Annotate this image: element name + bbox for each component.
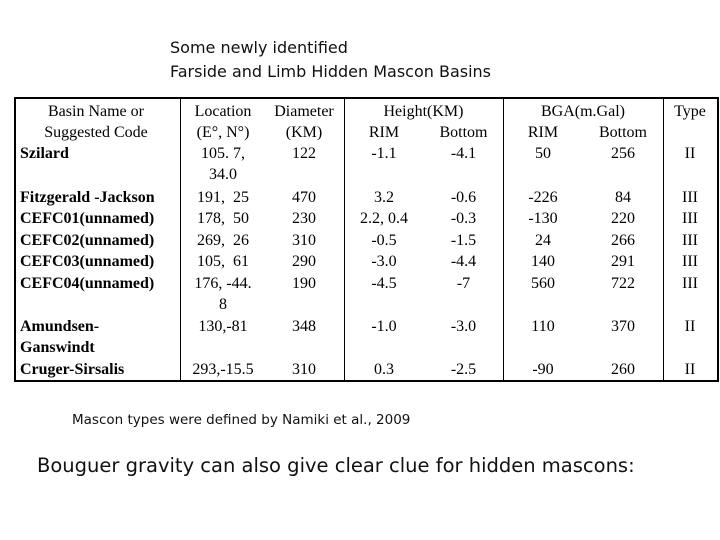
row-height-rim: -4.5	[371, 275, 397, 292]
row-name: Fitzgerald -Jackson	[20, 189, 155, 206]
row-type: II	[684, 318, 696, 335]
row-diameter: 230	[292, 210, 316, 227]
row-location: 105, 61	[197, 253, 249, 270]
row-name: Amundsen- Ganswindt	[20, 318, 100, 356]
row-height-rim: -1.0	[371, 318, 397, 335]
row-name: Cruger-Sirsalis	[20, 361, 125, 378]
row-location: 191, 25	[197, 189, 249, 206]
row-height-rim: -0.5	[371, 232, 397, 249]
row-bga-bottom: 260	[611, 361, 635, 378]
header-location: Location (E°, N°)	[194, 103, 252, 141]
header-bga-bottom: Bottom	[598, 124, 647, 141]
row-name: Szilard	[20, 145, 69, 162]
row-bga-bottom: 256	[611, 145, 635, 162]
header-bga-rim: RIM	[527, 124, 559, 141]
row-height-bottom: -0.3	[450, 210, 477, 227]
row-location: 293,-15.5	[192, 361, 254, 378]
row-bga-bottom: 266	[611, 232, 635, 249]
row-location: 178, 50	[197, 210, 249, 227]
row-bga-rim: 50	[535, 145, 551, 162]
row-height-bottom: -1.5	[450, 232, 477, 249]
slide-title	[170, 36, 491, 84]
title-line-2: Farside and Limb Hidden Mascon Basins	[170, 62, 492, 81]
row-diameter: 310	[292, 361, 316, 378]
row-type: III	[682, 189, 698, 206]
bottom-note: Bouguer gravity can also give clear clue for hidden mascons:	[37, 454, 635, 477]
row-name: CEFC03(unnamed)	[20, 253, 155, 270]
footnote: Mascon types were defined by Namiki et al., 2009	[72, 412, 411, 428]
row-bga-bottom: 84	[615, 189, 631, 206]
row-type: III	[682, 232, 698, 249]
header-diameter: Diameter (KM)	[274, 103, 334, 141]
row-type: III	[682, 275, 698, 292]
row-bga-rim: 140	[531, 253, 555, 270]
title-line-1: Some newly identified	[170, 38, 348, 57]
row-diameter: 190	[292, 275, 316, 292]
column-divider	[180, 97, 181, 382]
header-height: Height(KM)	[383, 103, 464, 120]
header-height-rim: RIM	[368, 124, 400, 141]
row-bga-rim: -90	[532, 361, 554, 378]
row-height-bottom: -7	[456, 275, 471, 292]
row-height-rim: 2.2, 0.4	[360, 210, 408, 227]
row-name: CEFC01(unnamed)	[20, 210, 155, 227]
header-name: Basin Name or Suggested Code	[44, 103, 148, 141]
row-bga-rim: 24	[535, 232, 551, 249]
row-bga-bottom: 291	[611, 253, 635, 270]
row-bga-bottom: 370	[611, 318, 635, 335]
row-diameter: 348	[292, 318, 316, 335]
row-type: III	[682, 210, 698, 227]
row-diameter: 290	[292, 253, 316, 270]
row-height-rim: 3.2	[374, 189, 394, 206]
row-height-bottom: -0.6	[450, 189, 477, 206]
row-height-bottom: -2.5	[450, 361, 477, 378]
row-bga-bottom: 722	[611, 275, 635, 292]
row-height-bottom: -4.4	[450, 253, 477, 270]
row-type: II	[684, 145, 696, 162]
row-location: 176, -44. 8	[194, 275, 252, 313]
row-diameter: 122	[292, 145, 316, 162]
row-height-bottom: -4.1	[450, 145, 477, 162]
row-height-rim: -3.0	[371, 253, 397, 270]
row-location: 105. 7, 34.0	[201, 145, 245, 183]
row-height-bottom: -3.0	[450, 318, 477, 335]
row-bga-rim: 110	[531, 318, 555, 335]
row-diameter: 470	[292, 189, 316, 206]
header-bga: BGA(m.Gal)	[541, 103, 625, 120]
row-bga-bottom: 220	[611, 210, 635, 227]
row-height-rim: 0.3	[374, 361, 394, 378]
row-diameter: 310	[292, 232, 316, 249]
row-type: II	[684, 361, 696, 378]
header-height-bottom: Bottom	[439, 124, 488, 141]
row-height-rim: -1.1	[371, 145, 397, 162]
row-name: CEFC02(unnamed)	[20, 232, 155, 249]
row-bga-rim: 560	[531, 275, 555, 292]
row-name: CEFC04(unnamed)	[20, 275, 155, 292]
row-type: III	[682, 253, 698, 270]
row-bga-rim: -130	[528, 210, 558, 227]
row-location: 130,-81	[198, 318, 248, 335]
row-location: 269, 26	[197, 232, 249, 249]
header-type: Type	[674, 103, 706, 120]
row-bga-rim: -226	[528, 189, 558, 206]
